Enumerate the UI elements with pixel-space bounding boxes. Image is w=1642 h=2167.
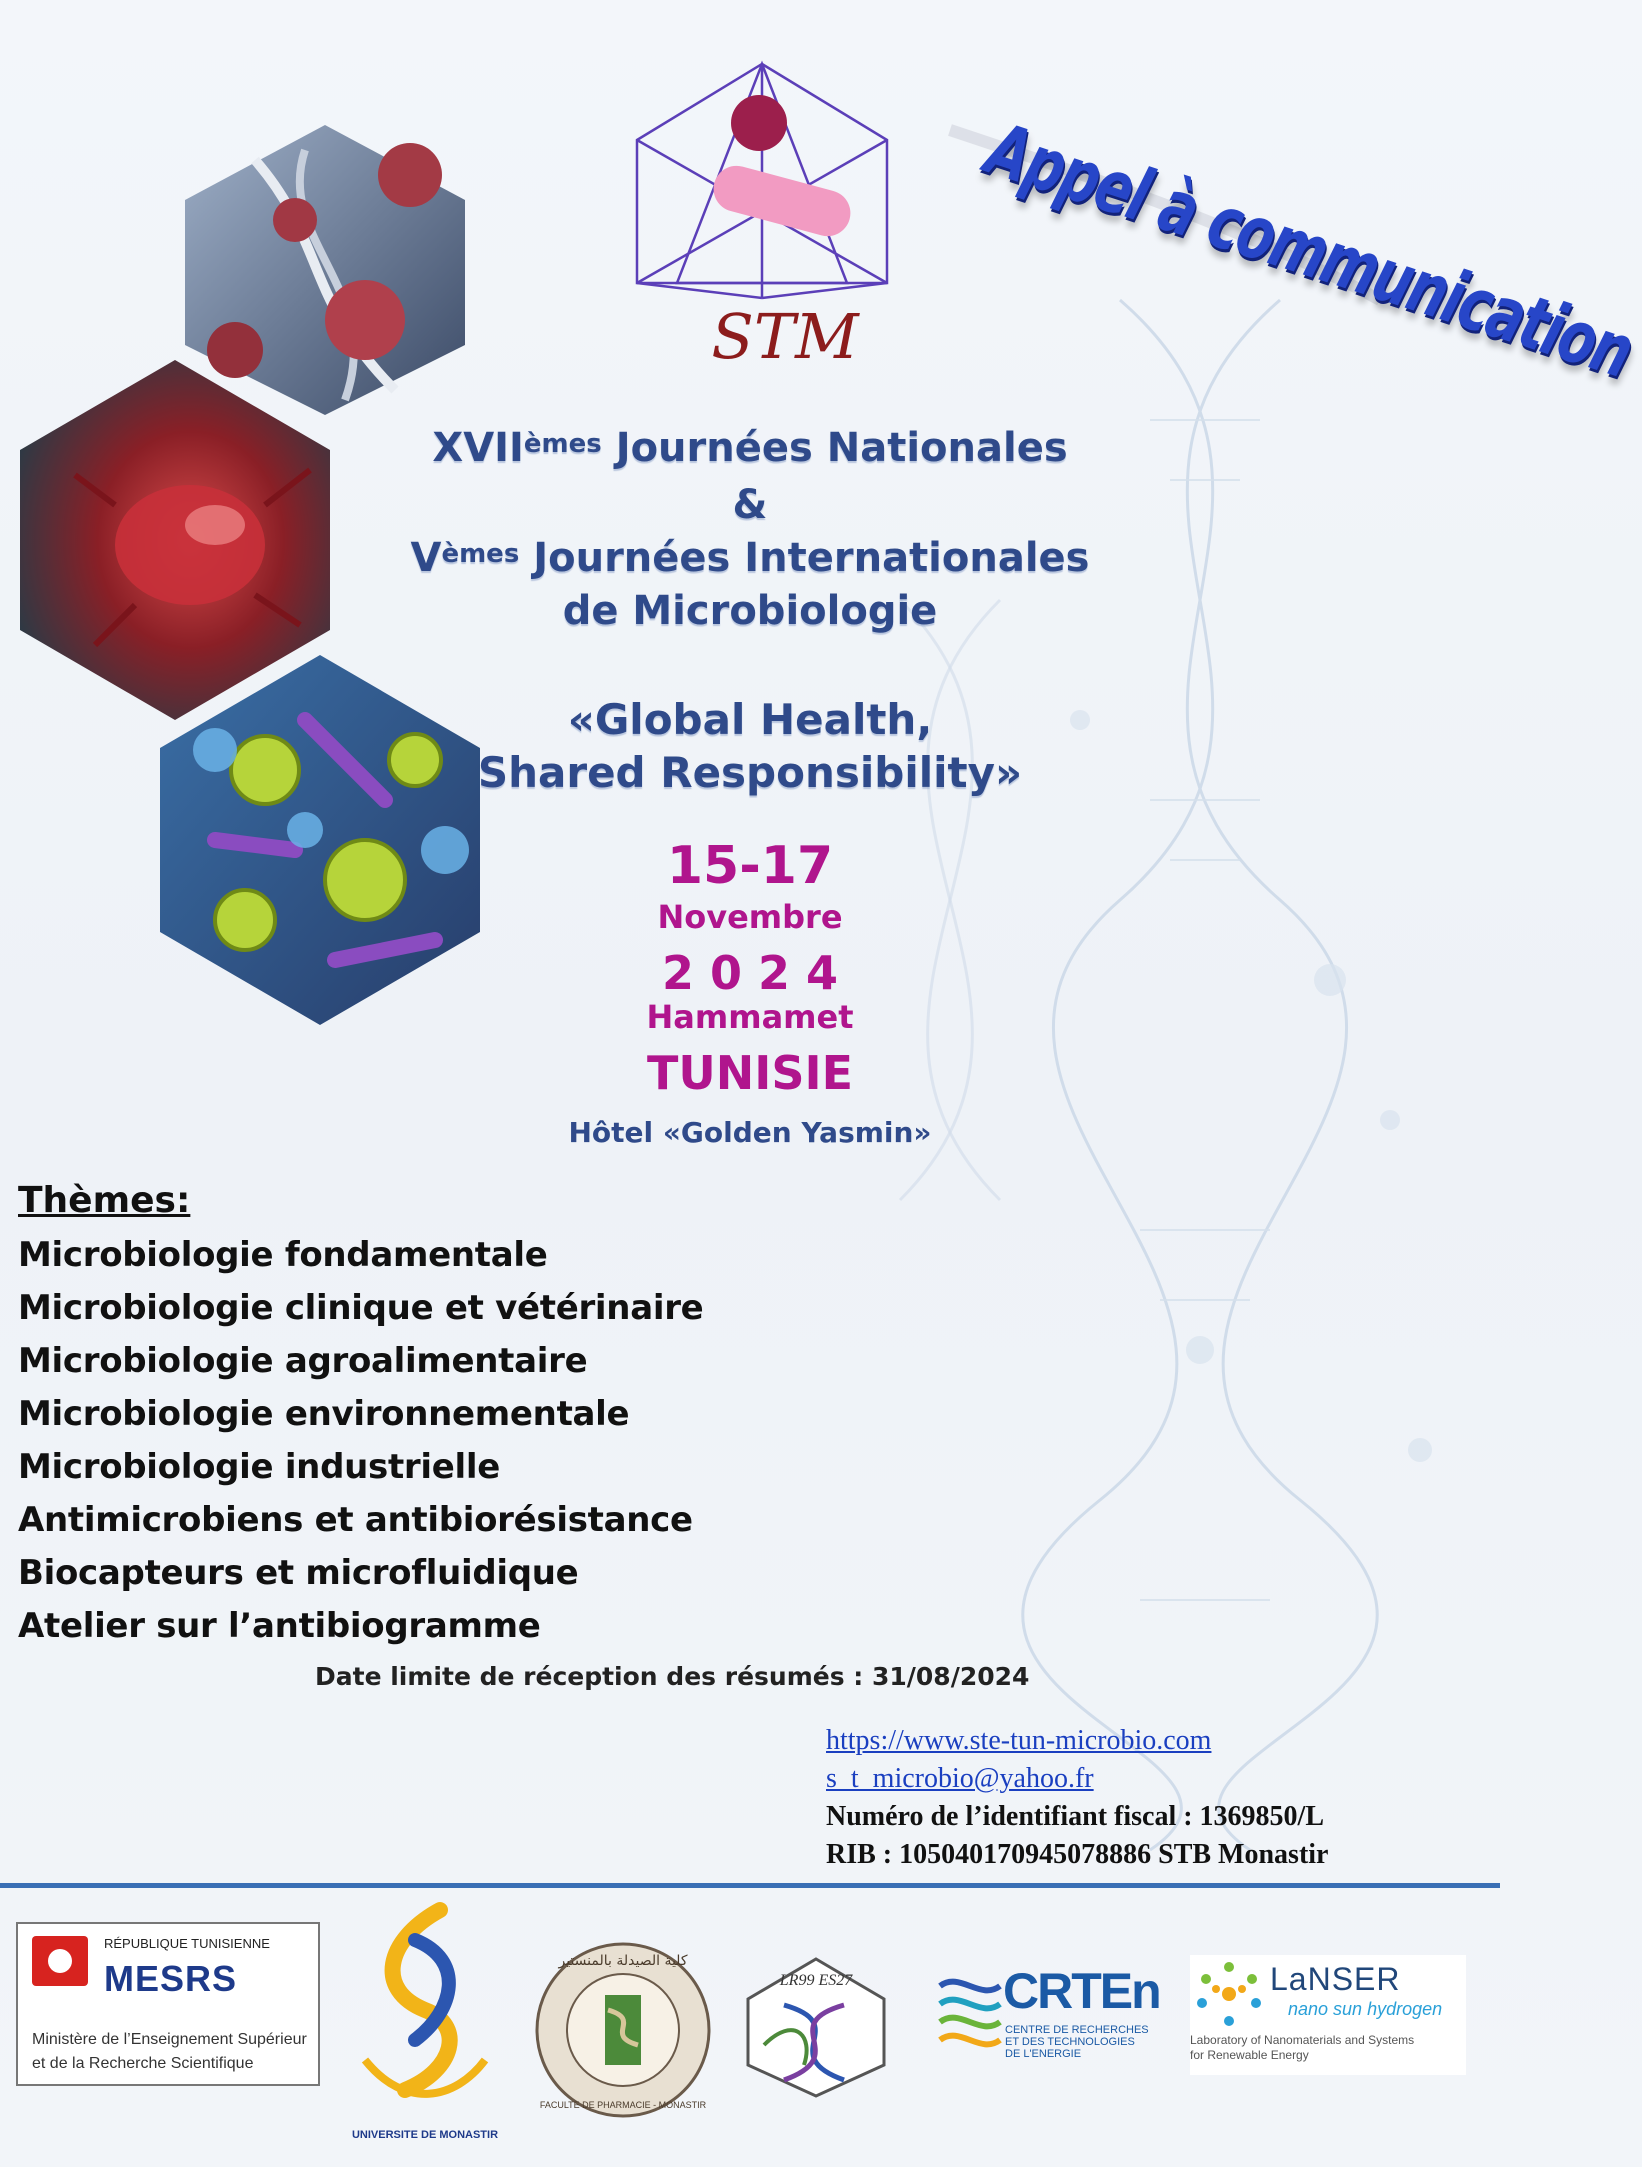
call-for-papers-banner: Appel à communication (976, 106, 1642, 395)
mesrs-ministry: Ministère de l’Enseignement Supérieur et de la Recherche Scientifique (32, 2031, 307, 2072)
lanser-logo: LaNSER nano sun hydrogen Laboratory of Nanomaterials and Systems for Renewable Energy (1190, 1955, 1466, 2075)
mesrs-acronym: MESRS (104, 1958, 238, 1999)
svg-text:LR99 ES27: LR99 ES27 (779, 1972, 853, 1989)
theme-item: Antimicrobiens et antibiorésistance (18, 1500, 693, 1540)
theme-item: Microbiologie environnementale (18, 1394, 630, 1434)
event-venue: Hôtel «Golden Yasmin» (568, 1116, 932, 1149)
abstract-deadline: Date limite de réception des résumés : 31/08/2024 (315, 1662, 1030, 1691)
event-country: TUNISIE (646, 1046, 853, 1100)
event-title-microbiology: de Microbiologie (562, 588, 938, 634)
tunisia-flag-icon (32, 1936, 88, 1986)
fiscal-id: Numéro de l’identifiant fiscal : 1369850/L (826, 1801, 1325, 1832)
theme-item: Microbiologie industrielle (18, 1447, 500, 1487)
theme-item: Biocapteurs et microfluidique (18, 1553, 579, 1593)
faculty-pharmacy-logo (533, 1940, 713, 2120)
themes-heading: Thèmes: (18, 1180, 191, 1221)
event-title-international: Vèmes Journées Internationales (410, 535, 1090, 581)
lab-lr99es27-logo (744, 1955, 889, 2100)
themes-list (18, 1180, 703, 1653)
mesrs-republic: RÉPUBLIQUE TUNISIENNE (104, 1936, 270, 1951)
theme-item: Microbiologie clinique et vétérinaire (18, 1288, 704, 1328)
crten-waves-icon (935, 1966, 1005, 2066)
event-year: 2 0 2 4 (661, 946, 839, 1000)
website-link[interactable]: https://www.ste-tun-microbio.com (826, 1725, 1212, 1756)
theme-item: Microbiologie fondamentale (18, 1235, 548, 1275)
event-title-national: XVIIèmes Journées Nationales (432, 425, 1068, 471)
contact-block (826, 1722, 1328, 1874)
svg-text:FACULTE DE PHARMACIE - MONASTI: FACULTE DE PHARMACIE - MONASTIR (539, 2100, 707, 2110)
bank-rib: RIB : 105040170945078886 STB Monastir (826, 1839, 1329, 1870)
university-monastir-logo (345, 1900, 505, 2145)
university-name: UNIVERSITE DE MONASTIR (351, 2129, 499, 2141)
footer-divider (0, 1883, 1500, 1888)
stm-acronym: STM (711, 300, 859, 373)
lanser-dots-icon (1194, 1959, 1264, 2029)
event-city: Hammamet (646, 998, 854, 1036)
stm-society-logo (632, 58, 892, 308)
email-link[interactable]: s_t_microbio@yahoo.fr (826, 1763, 1094, 1794)
theme-item: Microbiologie agroalimentaire (18, 1341, 588, 1381)
event-title-ampersand: & (732, 482, 768, 528)
event-slogan-line2: Shared Responsibility» (477, 748, 1023, 797)
event-slogan-line1: «Global Health, (567, 695, 933, 744)
event-month: Novembre (657, 898, 843, 936)
theme-item: Atelier sur l’antibiogramme (18, 1606, 541, 1646)
event-days: 15-17 (666, 836, 834, 896)
mesrs-logo (16, 1922, 320, 2086)
crten-logo: CRTEn CENTRE DE RECHERCHES ET DES TECHNOLOGIES DE L'ENERGIE (935, 1960, 1175, 2080)
svg-text:كلية الصيدلة بالمنستير: كلية الصيدلة بالمنستير (558, 1953, 688, 1969)
